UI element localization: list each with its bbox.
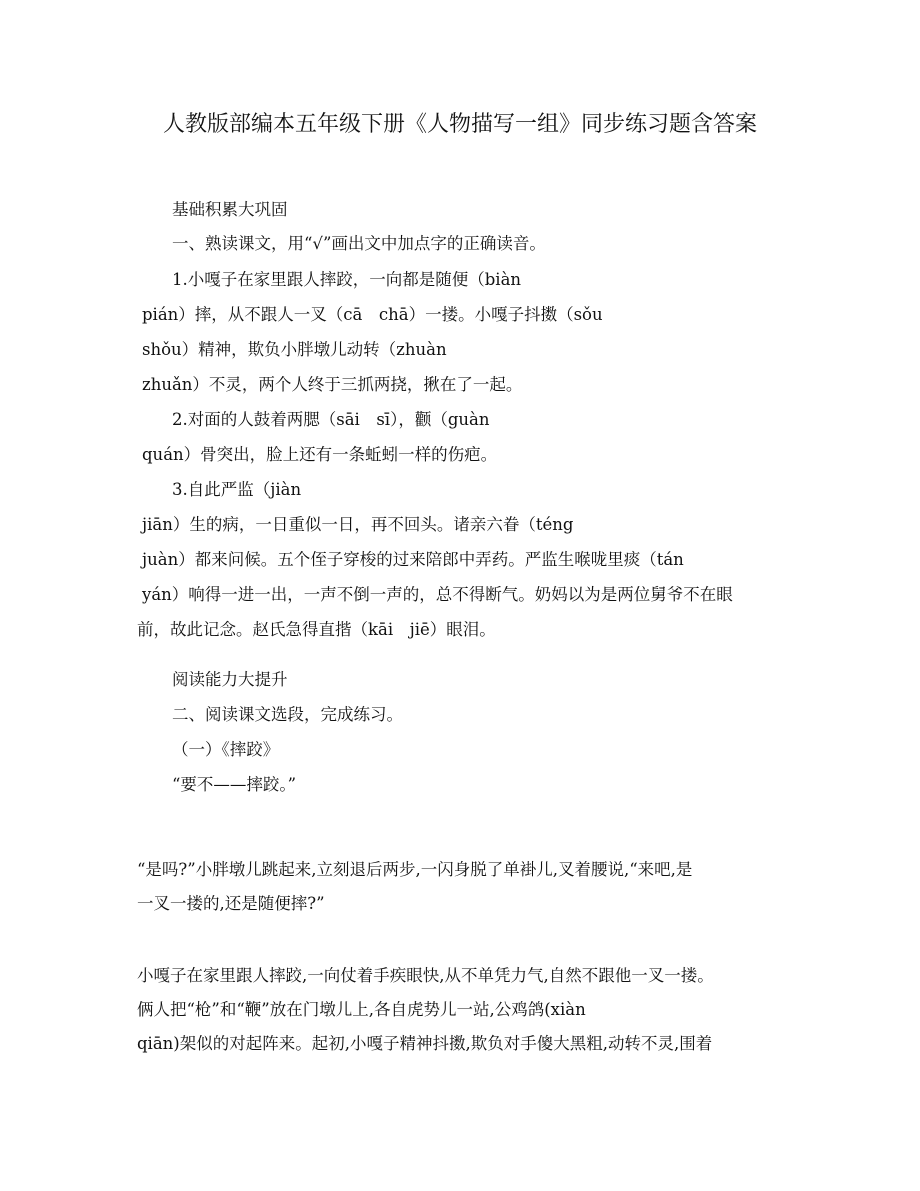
text-line: 3.自此严监（jiàn: [172, 480, 302, 499]
text-line: shǒu）精神，欺负小胖墩儿动转（zhuàn: [142, 340, 447, 359]
text-line: zhuǎn）不灵，两个人终于三抓两挠，揪在了一起。: [142, 375, 523, 394]
text-line: quán）骨突出，脸上还有一条蚯蚓一样的伤疤。: [142, 445, 498, 464]
text-line: 一叉一搂的,还是随便摔?”: [137, 894, 325, 913]
text-line: pián）摔，从不跟人一叉（cā chā）一搂。小嘎子抖擞（sǒu: [142, 305, 603, 324]
text-line: 1.小嘎子在家里跟人摔跤，一向都是随便（biàn: [172, 270, 522, 289]
section-heading: 阅读能力大提升: [172, 670, 288, 689]
section-heading: 基础积累大巩固: [172, 200, 288, 219]
document-title: 人教版部编本五年级下册《人物描写一组》同步练习题含答案: [162, 112, 757, 137]
text-line: qiān)架似的对起阵来。起初,小嘎子精神抖擞,欺负对手傻大黑粗,动转不灵,围着: [137, 1034, 713, 1053]
text-line: 前，故此记念。赵氏急得直揩（kāi jiē）眼泪。: [137, 620, 496, 639]
text-line: 小嘎子在家里跟人摔跤,一向仗着手疾眼快,从不单凭力气,自然不跟他一叉一搂。: [137, 966, 714, 985]
passage-title: （一）《摔跤》: [172, 740, 280, 759]
text-line: “要不——摔跤。”: [172, 775, 297, 794]
text-line: 2.对面的人鼓着两腮（sāi sī），颧（guàn: [172, 410, 490, 429]
text-line: yán）响得一进一出，一声不倒一声的，总不得断气。奶妈以为是两位舅爷不在眼: [142, 585, 733, 604]
text-line: juàn）都来问候。五个侄子穿梭的过来陪郎中弄药。严监生喉咙里痰（tán: [142, 550, 684, 569]
question-heading: 二、阅读课文选段，完成练习。: [172, 705, 403, 724]
question-heading: 一、熟读课文，用“√”画出文中加点字的正确读音。: [172, 234, 546, 253]
text-line: “是吗?”小胖墩儿跳起来,立刻退后两步,一闪身脱了单褂儿,叉着腰说,“来吧,是: [137, 860, 693, 879]
text-line: 俩人把“枪”和“鞭”放在门墩儿上,各自虎势儿一站,公鸡鸽(xiàn: [137, 1000, 586, 1019]
text-line: jiān）生的病，一日重似一日，再不回头。诸亲六眷（téng: [142, 515, 574, 534]
